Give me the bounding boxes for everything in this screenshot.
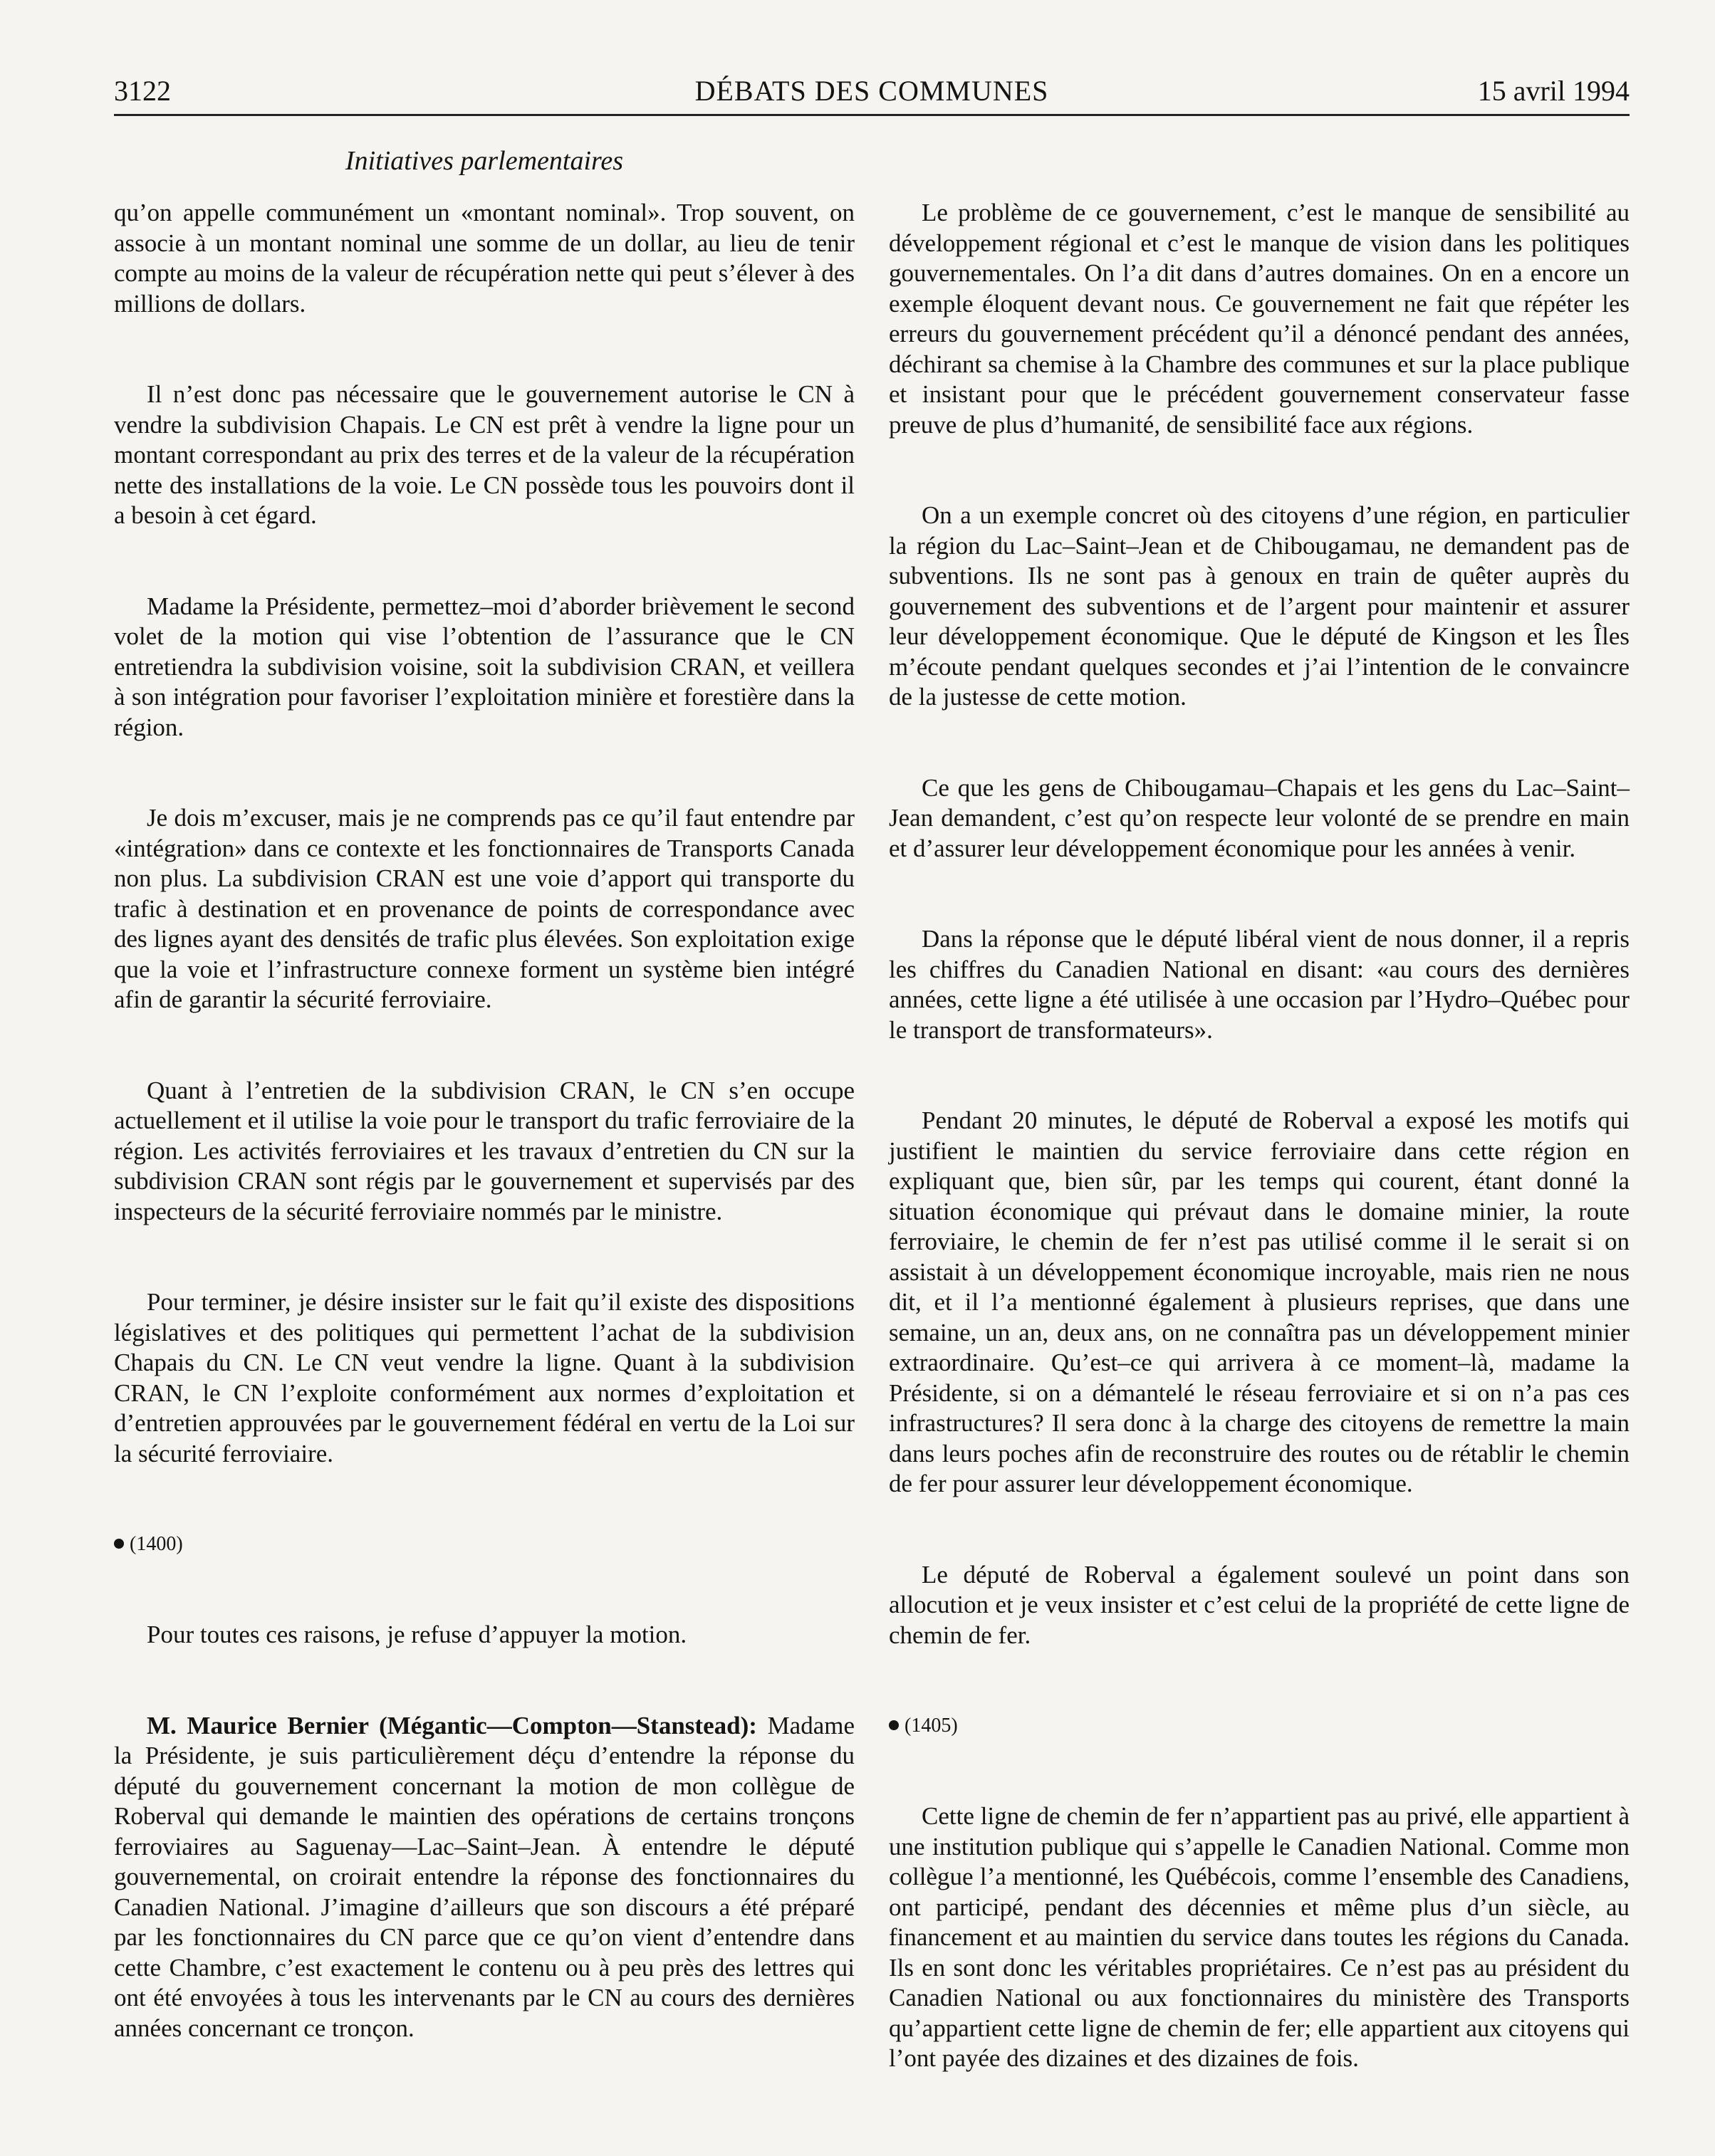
paragraph: Le député de Roberval a également soulevé un point dans son allocution et je veux insister et c’est celui de la propriété de cette ligne de chemin de fer. xyxy=(889,1560,1630,1649)
paragraph: On a un exemple concret où des citoyens d’une région, en particulier la région du Lac–Saint–Jean et de Chibougamau, ne demandent pas de subventions. Ils ne sont pas à genoux en train de quêter auprès du gouvernement des subventions et de l’argent pour maintenir et assurer leur développement économique. Que le député de Kingson et les Îles m’écoute pendant quelques secondes et j’ai l’intention de le convaincre de la justesse de cette motion. xyxy=(889,501,1630,711)
time-stamp: (1400) xyxy=(130,1533,183,1555)
right-column xyxy=(889,198,1630,2135)
speech-paragraph xyxy=(114,1711,855,2044)
paragraph: Dans la réponse que le député libéral vient de nous donner, il a repris les chiffres du Canadien National en disant: «au cours des dernières années, cette ligne a été utilisée à une occasion par l’Hydro–Québec pour le transport de transformateurs». xyxy=(889,925,1630,1044)
paragraph: Quant à l’entretien de la subdivision CRAN, le CN s’en occupe actuellement et il utilise la voie pour le transport du trafic ferroviaire de la région. Les activités ferroviaires et les travaux d’entretien du CN sur la subdivision CRAN sont régis par le gouvernement et supervisés par des inspecteurs de la sécurité ferroviaire nommés par le ministre. xyxy=(114,1076,855,1225)
paragraph: Le problème de ce gouvernement, c’est le manque de sensibilité au développement régional et c’est le manque de vision dans les politiques gouvernementales. On l’a dit dans d’autres domaines. On en a encore un exemple éloquent devant nous. Ce gouvernement ne fait que répéter les erreurs du gouvernement précédent qu’il a dénoncé pendant des années, déchirant sa chemise à la Chambre des communes et sur la place publique et insistant pour que le précédent gouvernement conservateur fasse preuve de plus d’humanité, de sensibilité face aux régions. xyxy=(889,199,1630,439)
paragraph: Ce que les gens de Chibougamau–Chapais et les gens du Lac–Saint–Jean demandent, c’est qu’on respecte leur volonté de se prendre en main et d’assurer leur développement économique pour les années à venir. xyxy=(889,773,1630,862)
bullet-icon xyxy=(114,1539,124,1549)
paragraph: qu’on appelle communément un «montant nominal». Trop souvent, on associe à un montant nominal une somme de un dollar, au lieu de tenir compte au moins de la valeur de récupération nette qui peut s’élever à des millions de dollars. xyxy=(114,199,855,318)
speaker-name: M. Maurice Bernier (Mégantic—Compton—Stanstead): xyxy=(147,1711,757,1739)
speech-text: Madame la Présidente, je suis particulièrement déçu d’entendre la réponse du député du gouvernement concernant la motion de mon collègue de Roberval qui demande le maintien des opérations de certains tronçons ferroviaires au Saguenay—Lac–Saint–Jean. À entendre le député gouvernemental, on croirait entendre la réponse des fonctionnaires du Canadien National. J’imagine d’ailleurs que son discours a été préparé par les fonctionnaires du CN parce que ce qu’on vient d’entendre dans cette Chambre, c’est exactement le contenu ou à peu près des lettres qui ont été envoyées à tous les intervenants par le CN au cours des dernières années concernant ce tronçon. xyxy=(114,1711,855,2042)
running-header xyxy=(114,71,1630,114)
publication-date: 15 avril 1994 xyxy=(1477,75,1630,107)
time-marker xyxy=(889,1711,1630,1741)
time-stamp: (1405) xyxy=(905,1715,958,1737)
section-heading: Initiatives parlementaires xyxy=(345,146,624,176)
paragraph: Il n’est donc pas nécessaire que le gouvernement autorise le CN à vendre la subdivision Chapais. Le CN est prêt à vendre la ligne pour un montant correspondant au prix des terres et de la valeur de la récupération nette des installations de la voie. Le CN possède tous les pouvoirs dont il a besoin à cet égard. xyxy=(114,380,855,529)
paragraph: Madame la Présidente, permettez–moi d’aborder brièvement le second volet de la motion qui vise l’obtention de l’assurance que le CN entretiendra la subdivision voisine, soit la subdivision CRAN, et veillera à son intégration pour favoriser l’exploitation minière et forestière dans la région. xyxy=(114,592,855,741)
header-rule xyxy=(114,114,1630,116)
paragraph: Pour terminer, je désire insister sur le fait qu’il existe des dispositions législatives et des politiques qui permettent l’achat de la subdivision Chapais du CN. Le CN veut vendre la ligne. Quant à la subdivision CRAN, le CN l’exploite conformément aux normes d’exploitation et d’entretien approuvées par le gouvernement fédéral en vertu de la Loi sur la sécurité ferroviaire. xyxy=(114,1288,855,1467)
paragraph: Je dois m’excuser, mais je ne comprends pas ce qu’il faut entendre par «intégration» dans ce contexte et les fonctionnaires de Transports Canada non plus. La subdivision CRAN est une voie d’apport qui transporte du trafic à destination et en provenance de points de correspondance avec des lignes ayant des densités de trafic plus élevées. Son exploitation exige que la voie et l’infrastructure connexe forment un système bien intégré afin de garantir la sécurité ferroviaire. xyxy=(114,804,855,1013)
page-number: 3122 xyxy=(114,75,171,107)
time-marker xyxy=(114,1529,855,1559)
publication-title: DÉBATS DES COMMUNES xyxy=(694,75,1049,107)
bullet-icon xyxy=(889,1720,899,1730)
paragraph: Cette ligne de chemin de fer n’appartient pas au privé, elle appartient à une institution publique qui s’appelle le Canadien National. Comme mon collègue l’a mentionné, les Québécois, comme l’ensemble des Canadiens, ont participé, pendant des décennies et même plus d’un siècle, au financement et au maintien du service dans toutes les régions du Canada. Ils en sont donc les véritables propriétaires. Ce n’est pas au président du Canadien National ou aux fonctionnaires du ministère des Transports qu’appartient cette ligne de chemin de fer; elle appartient aux citoyens qui l’ont payée des dizaines et des dizaines de fois. xyxy=(889,1802,1630,2072)
paragraph: Pour toutes ces raisons, je refuse d’appuyer la motion. xyxy=(147,1621,687,1648)
left-column xyxy=(114,198,855,2104)
paragraph: Pendant 20 minutes, le député de Roberval a exposé les motifs qui justifient le maintien du service ferroviaire dans cette région en expliquant que, bien sûr, par les temps qui courent, étant donné la situation économique qui prévaut dans le domaine minier, la route ferroviaire, le chemin de fer n’est pas utilisé comme il le serait si on assistait à un développement économique incroyable, mais rien ne nous dit, et il l’a mentionné également à plusieurs reprises, que dans une semaine, un an, deux ans, on ne connaîtra pas un développement minier extraordinaire. Qu’est–ce qui arrivera à ce moment–là, madame la Présidente, si on a démantelé le réseau ferroviaire et si on n’a pas ces infrastructures? Il sera donc à la charge des citoyens de remettre la main dans leurs poches afin de reconstruire des routes ou de rétablir le chemin de fer pour assurer leur développement économique. xyxy=(889,1106,1630,1497)
